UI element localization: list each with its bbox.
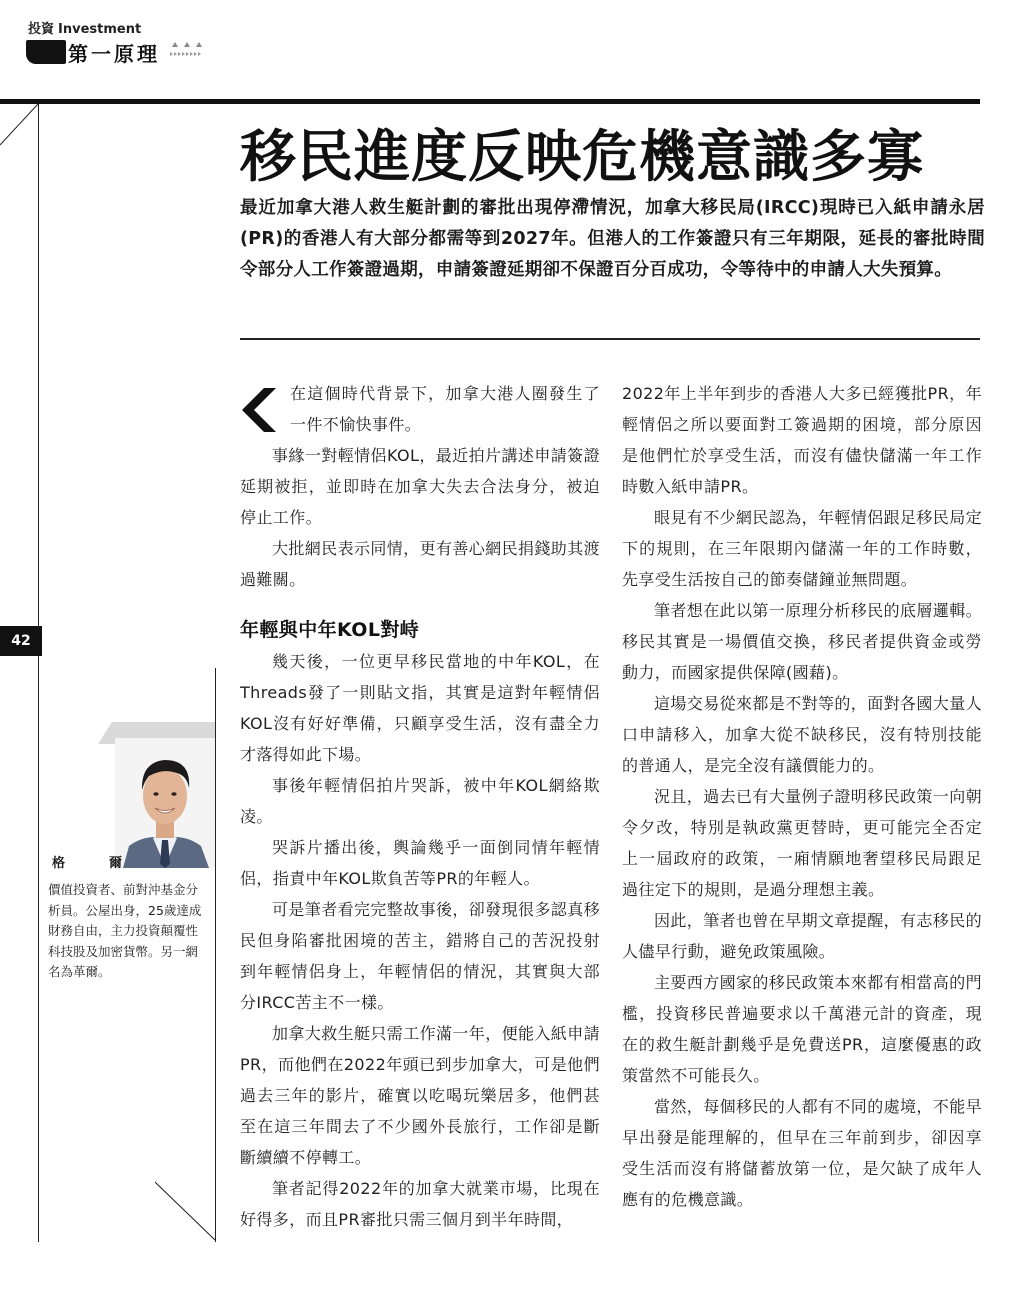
headline: 移民進度反映危機意識多寡 — [240, 125, 924, 190]
decorative-arrows-icon — [170, 38, 206, 60]
article-paragraph: 當然，每個移民的人都有不同的處境，不能早早出發是能理解的，但早在三年前到步，卻因享受生活而沒有將儲蓄放第一位，是欠缺了成年人應有的危機意識。 — [622, 1097, 983, 1209]
bottom-diagonal-line — [155, 1180, 217, 1242]
article-paragraph: 加拿大救生艇只需工作滿一年，便能入紙申請PR，而他們在2022年頭已到步加拿大，可是他們過去三年的影片，確實以吃喝玩樂居多，他們甚至在這三年間去了不少國外長旅行，工作卻是斷斷續續不停轉工。 — [240, 1024, 601, 1167]
section-label-en: Investment — [58, 22, 142, 37]
article-paragraph: 筆者想在此以第一原理分析移民的底層邏輯。移民其實是一場價值交換，移民者提供資金或勞動力，而國家提供保障(國藉)。 — [622, 601, 983, 682]
top-rule — [0, 99, 980, 104]
page-number: 42 — [0, 626, 42, 656]
article-paragraph: 因此，筆者也曾在早期文章提醒，有志移民的人儘早行動，避免政策風險。 — [622, 911, 983, 961]
article-paragraph: 主要西方國家的移民政策本來都有相當高的門檻，投資移民普遍要求以千萬港元計的資產，現在的救生艇計劃幾乎是免費送PR，這麼優惠的政策當然不可能長久。 — [622, 973, 983, 1085]
article-paragraph: 眼見有不少網民認為，年輕情侶跟足移民局定下的規則，在三年限期內儲滿一年的工作時數，先享受生活按自己的節奏儲鐘並無問題。 — [622, 508, 983, 589]
corner-diagonal-line — [0, 100, 42, 250]
article-right-column — [622, 378, 982, 1215]
article-left-column — [240, 378, 600, 1235]
author-divider-line — [215, 668, 216, 1242]
article-paragraph: 在這個時代背景下，加拿大港人圈發生了一件不愉快事件。 — [290, 384, 600, 434]
article-paragraph: 況且，過去已有大量例子證明移民政策一向朝令夕改，特別是執政黨更替時，更可能完全否定上一屆政府的政策，一廂情願地奢望移民局跟足過往定下的規則，是過分理想主義。 — [622, 787, 983, 899]
article-paragraph: 幾天後，一位更早移民當地的中年KOL，在Threads發了一則貼文指，其實是這對年輕情侶KOL沒有好好準備，只顧享受生活，沒有盡全力才落得如此下場。 — [240, 652, 600, 764]
subheading: 年輕與中年KOL對峙 — [240, 619, 420, 641]
article-paragraph: 事後年輕情侶拍片哭訴，被中年KOL網絡欺凌。 — [240, 776, 600, 826]
article-paragraph: 大批網民表示同情，更有善心網民捐錢助其渡過難關。 — [240, 539, 601, 589]
section-divider — [240, 338, 980, 340]
author-bio: 價值投資者、前對沖基金分析員。公屋出身，25歲達成財務自由，主力投資顛覆性科技股及加密貨幣。另一網名為革爾。 — [48, 882, 202, 979]
article-paragraph: 這場交易從來都是不對等的，面對各國大量人口申請移入，加拿大從不缺移民，沒有特別技能的普通人，是完全沒有議價能力的。 — [622, 694, 983, 775]
article-paragraph: 哭訴片播出後，輿論幾乎一面倒同情年輕情侶，指責中年KOL欺負苦等PR的年輕人。 — [240, 838, 600, 888]
section-label — [28, 18, 141, 37]
author-portrait — [115, 738, 215, 868]
column-name: 第一原理 — [68, 42, 160, 66]
section-label-zh: 投資 — [28, 22, 55, 37]
left-margin-line — [38, 104, 39, 1242]
column-logo-block — [26, 40, 66, 64]
author-name: 格 爾 — [52, 856, 122, 871]
standfirst: 最近加拿大港人救生艇計劃的審批出現停滯情況，加拿大移民局(IRCC)現時已入紙申請永居(PR)的香港人有大部分都需等到2027年。但港人的工作簽證只有三年期限，延長的審批時間令部分人工作簽證過期，申請簽證延期卻不保證百分百成功，令等待中的申請人大失預算。 — [240, 198, 985, 280]
article-paragraph: 可是筆者看完完整故事後，卻發現很多認真移民但身陷審批困境的苦主，錯將自己的苦況投射到年輕情侶身上，年輕情侶的情況，其實與大部分IRCC苦主不一樣。 — [240, 900, 601, 1012]
article-paragraph: 2022年上半年到步的香港人大多已經獲批PR，年輕情侶之所以要面對工簽過期的困境，部分原因是他們忙於享受生活，而沒有儘快儲滿一年工作時數入紙申請PR。 — [622, 384, 982, 496]
article-paragraph: 事緣一對輕情侶KOL，最近拍片講述申請簽證延期被拒，並即時在加拿大失去合法身分，被迫停止工作。 — [240, 446, 600, 527]
article-paragraph: 筆者記得2022年的加拿大就業市場，比現在好得多，而且PR審批只需三個月到半年時間， — [240, 1179, 600, 1229]
